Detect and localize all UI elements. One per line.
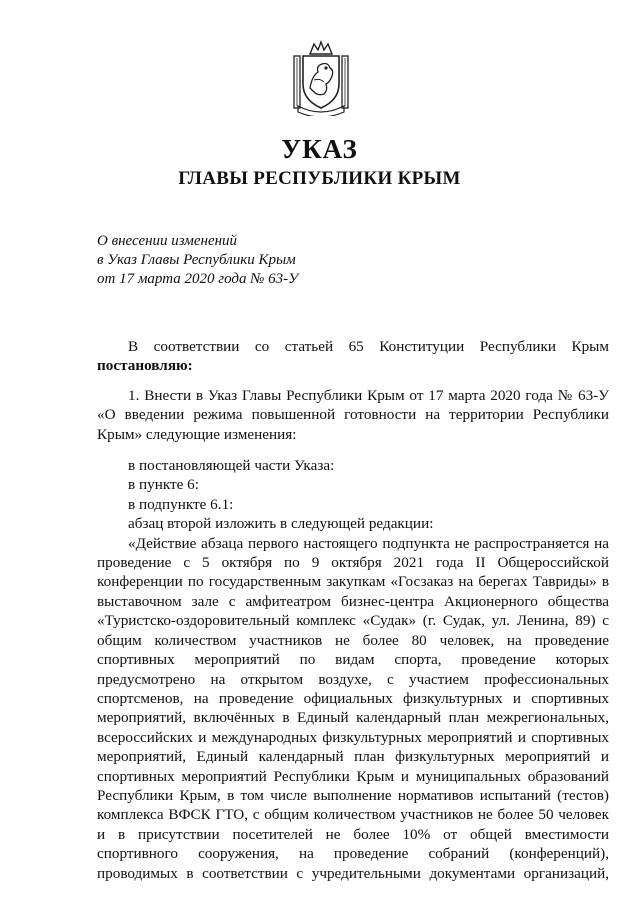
quote-line: спортивных мероприятий по видам спорта, проведение которых (97, 651, 609, 669)
preamble-line: В соответствии со статьей 65 Конституции Республики Крым (128, 338, 609, 355)
quote-line: мероприятий, Единый календарный план физкультурных мероприятий и (97, 748, 609, 766)
item1-line: Крым» следующие изменения: (97, 425, 297, 443)
subject-block (97, 232, 397, 289)
quote-line: спортивных мероприятий Республики Крым и муниципальных образований (97, 767, 609, 785)
item1-line: 1. Внести в Указ Главы Республики Крым от 17 марта 2020 года № 63-У (128, 386, 609, 404)
quote-line: «Туристско-оздоровительный комплекс «Судак» (г. Судак, ул. Ленина, 89) с (97, 612, 609, 630)
quote-line: мероприятий, включённых в Единый календарный план межрегиональных, (97, 709, 609, 727)
quote-line: и в присутствии посетителей не более 10% от общей вместимости (97, 825, 609, 843)
quote-line: комплекса ВФСК ГТО, с общим количеством участников не более 50 человек (97, 806, 609, 824)
quote-line: конференции по государственным закупкам «Госзаказ на берегах Тавриды» в (97, 573, 609, 591)
quote-line: Республики Крым, в том числе выполнение нормативов испытаний (тестов) (97, 786, 609, 804)
quote-line: проведение с 5 октября по 9 октября 2021 года II Общероссийской (97, 554, 609, 572)
change-line: абзац второй изложить в следующей редакции: (128, 515, 434, 533)
quote-line: спортивного сооружения, на проведение собраний (конференций), (97, 845, 609, 863)
quote-line: выставочном зале с амфитеатром бизнес-центра Акционерного общества (97, 592, 609, 610)
quote-line: предусмотрено на открытом воздухе, с участием профессиональных (97, 670, 609, 688)
document-body (97, 337, 609, 883)
quote-line: проводимых в соответствии с учредительными документами организаций, (97, 864, 609, 882)
subject-line: в Указ Главы Республики Крым (97, 252, 296, 268)
document-title: УКАЗ (281, 134, 358, 164)
preamble-decree-word: постановляю: (97, 357, 193, 375)
quote-line: общим количеством участников не более 80 человек, на проведение (97, 631, 609, 649)
item1-line: «О введении режима повышенной готовности на территории Республики (97, 406, 609, 424)
quote-line: спортсменов, на проведение официальных физкультурных и спортивных (97, 689, 609, 707)
quote-line: всероссийских и международных физкультурных мероприятий и спортивных (97, 728, 609, 746)
document-subtitle: ГЛАВЫ РЕСПУБЛИКИ КРЫМ (178, 168, 461, 189)
change-line: в постановляющей части Указа: (128, 457, 335, 475)
change-line: в подпункте 6.1: (128, 495, 234, 513)
subject-line: от 17 марта 2020 года № 63-У (97, 271, 299, 287)
subject-line: О внесении изменений (97, 233, 238, 249)
crimea-coat-of-arms-icon (290, 40, 352, 116)
quote-line: «Действие абзаца первого настоящего подпункта не распространяется на (128, 534, 609, 552)
change-line: в пункте 6: (128, 476, 199, 494)
